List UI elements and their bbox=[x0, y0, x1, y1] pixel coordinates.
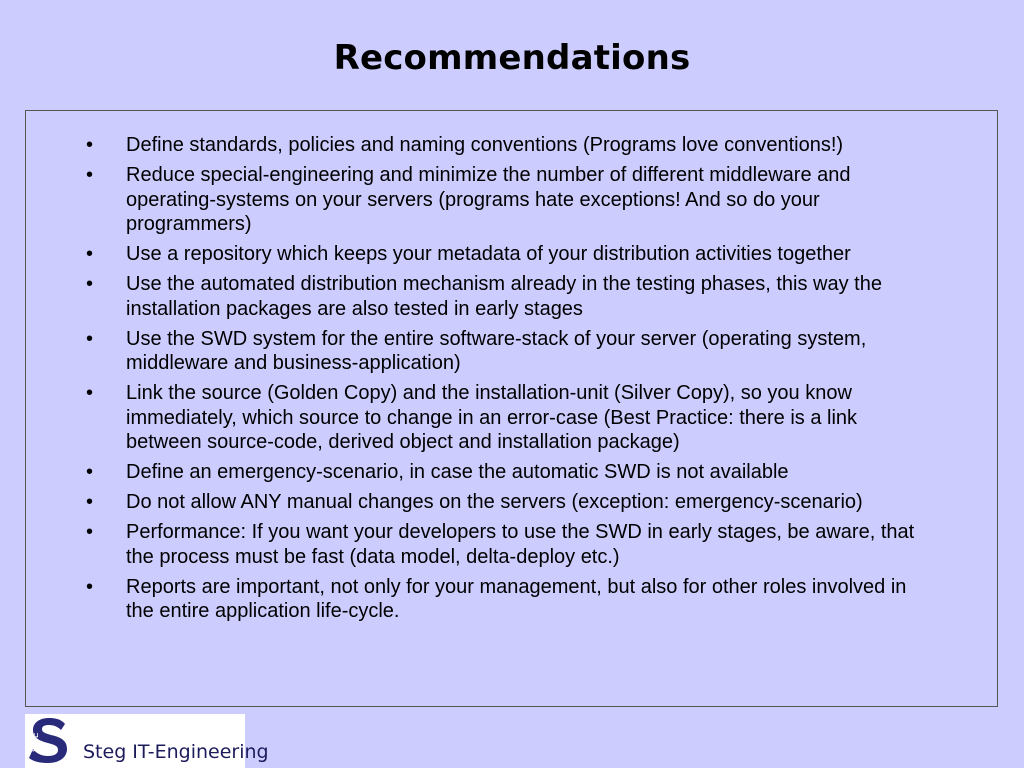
bullet-text: Link the source (Golden Copy) and the installation-unit (Silver Copy), so you know immediately, which source to change in an error-case (Best Practice: there is a link between source-code, derived object and installation package) bbox=[126, 382, 858, 453]
bullet-list bbox=[86, 133, 916, 629]
content-box bbox=[25, 110, 998, 707]
bullet-text: Reports are important, not only for your management, but also for other roles involved in the entire application life-cycle. bbox=[126, 575, 907, 622]
bullet-item bbox=[86, 242, 916, 267]
bullet-text: Define an emergency-scenario, in case the automatic SWD is not available bbox=[126, 461, 789, 483]
bullet-text: Performance: If you want your developers to use the SWD in early stages, be aware, that the process must be fast (data model, delta-deploy etc.) bbox=[126, 521, 915, 568]
bullet-dot-icon: • bbox=[86, 243, 94, 265]
bullet-item bbox=[86, 575, 916, 624]
bullet-item bbox=[86, 327, 916, 376]
bullet-dot-icon: • bbox=[86, 382, 94, 404]
bullet-dot-icon: • bbox=[86, 164, 94, 186]
bullet-text: Use a repository which keeps your metadata of your distribution activities together bbox=[126, 243, 851, 265]
bullet-dot-icon: • bbox=[86, 327, 94, 350]
bullet-dot-icon: • bbox=[86, 134, 94, 156]
bullet-item bbox=[86, 381, 916, 455]
bullet-item bbox=[86, 460, 916, 485]
bullet-text: Define standards, policies and naming conventions (Programs love conventions!) bbox=[126, 134, 844, 156]
slide-title: Recommendations bbox=[333, 38, 691, 78]
site-logo-icon bbox=[27, 716, 69, 764]
bullet-dot-icon: • bbox=[86, 521, 94, 543]
bullet-dot-icon: • bbox=[86, 491, 94, 513]
bullet-item bbox=[86, 133, 916, 158]
bullet-item bbox=[86, 520, 916, 569]
bullet-dot-icon: • bbox=[86, 461, 94, 483]
bullet-dot-icon: • bbox=[86, 575, 94, 598]
company-logo bbox=[25, 714, 269, 768]
bullet-dot-icon: • bbox=[86, 273, 94, 295]
bullet-text: Use the automated distribution mechanism already in the testing phases, this way the installation packages are also tested in early stages bbox=[126, 273, 882, 320]
bullet-text: Use the SWD system for the entire software-stack of your server (operating system, middleware and business-application) bbox=[126, 327, 867, 374]
bullet-item bbox=[86, 272, 916, 321]
logo-mark-text: SITE bbox=[31, 732, 41, 752]
bullet-item bbox=[86, 163, 916, 237]
bullet-item bbox=[86, 490, 916, 515]
logo-text: Steg IT-Engineering bbox=[83, 741, 269, 763]
bullet-text: Do not allow ANY manual changes on the servers (exception: emergency-scenario) bbox=[126, 491, 863, 513]
bullet-text: Reduce special-engineering and minimize the number of different middleware and operating-systems on your servers (programs hate exceptions! And so do your programmers) bbox=[126, 164, 851, 235]
